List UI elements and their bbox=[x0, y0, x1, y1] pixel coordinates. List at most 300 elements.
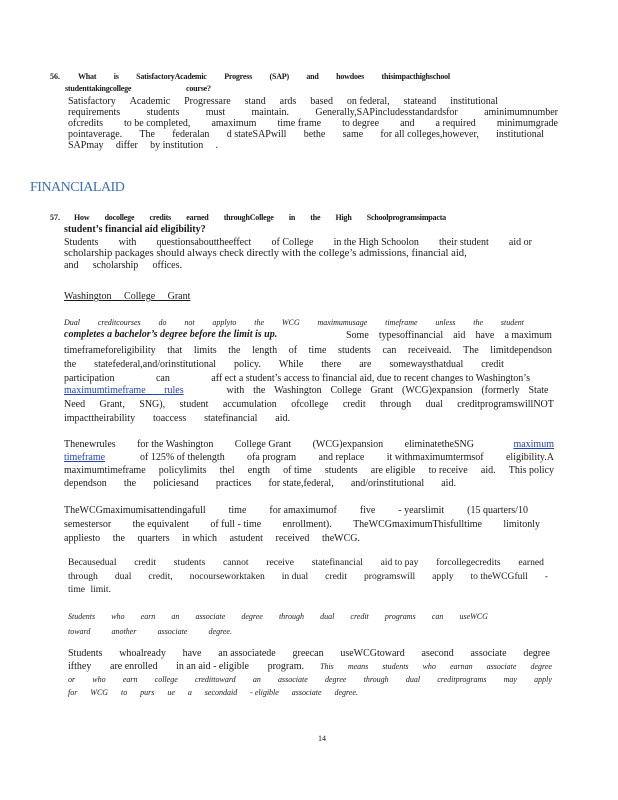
text-word: an associatede bbox=[218, 648, 276, 659]
text-word: or bbox=[68, 675, 76, 684]
p6-line1 bbox=[68, 648, 550, 659]
text-word: aminimumnumber bbox=[484, 107, 558, 118]
text-word: associate bbox=[157, 627, 188, 636]
text-word: pointaverage. bbox=[68, 129, 123, 140]
text-word: the bbox=[253, 385, 266, 396]
text-word: (15 quarters/10 bbox=[467, 505, 528, 516]
text-word: with bbox=[226, 385, 245, 396]
text-word: aid or bbox=[508, 237, 532, 248]
text-word: who bbox=[422, 662, 436, 671]
text-word: based bbox=[310, 96, 333, 107]
text-word: college bbox=[154, 675, 178, 684]
text-word: ofcredits bbox=[68, 118, 103, 129]
text-word: limitdependson bbox=[490, 345, 552, 356]
text-word: toaccess bbox=[152, 413, 187, 424]
text-word: can bbox=[431, 612, 444, 621]
text-word: SAPmay bbox=[68, 140, 104, 151]
p6 bbox=[68, 648, 552, 698]
page-number: 14 bbox=[318, 734, 326, 743]
text-word: (formerly bbox=[481, 385, 520, 396]
text-word: dual bbox=[320, 612, 335, 621]
text-word: ength bbox=[247, 465, 271, 476]
text-word: unless bbox=[435, 318, 456, 327]
text-word: the bbox=[310, 213, 321, 222]
text-word: thisimpacthighschool bbox=[381, 72, 450, 81]
text-word: Grant bbox=[370, 385, 394, 396]
text-word: time bbox=[308, 345, 327, 356]
text-word: for amaximumof bbox=[269, 505, 337, 516]
q56-question-line2b: course? bbox=[186, 84, 211, 93]
text-word: to receive bbox=[428, 465, 468, 476]
text-word: policy. bbox=[234, 359, 261, 370]
text-word: creditprograms bbox=[437, 675, 487, 684]
text-word: of 125% of thelength bbox=[140, 452, 225, 463]
text-word: earn bbox=[140, 612, 156, 621]
text-word: Students bbox=[68, 648, 103, 659]
text-word: programs bbox=[384, 612, 416, 621]
text-word: Becausedual bbox=[68, 557, 117, 568]
text-word: College bbox=[330, 385, 362, 396]
text-word: ofcollege bbox=[291, 399, 329, 410]
text-word: (SAP) bbox=[269, 72, 289, 81]
text-word: another bbox=[111, 627, 137, 636]
text-word: howdoes bbox=[336, 72, 365, 81]
text-word: whoalready bbox=[119, 648, 166, 659]
text-word: the bbox=[112, 533, 125, 544]
text-word: toward bbox=[68, 627, 91, 636]
text-word: astudent bbox=[229, 533, 263, 544]
text-word: maintain. bbox=[251, 107, 290, 118]
text-word: Students bbox=[64, 237, 99, 248]
q56-answer-line bbox=[68, 129, 544, 140]
text-word: same bbox=[342, 129, 364, 140]
text-word: through bbox=[278, 612, 304, 621]
text-word: in the High Schoolon bbox=[333, 237, 419, 248]
text-word: This policy bbox=[508, 465, 554, 476]
text-word: WCG bbox=[90, 688, 109, 697]
text-word: eliminatetheSNG bbox=[404, 439, 474, 450]
text-word: limits bbox=[193, 345, 217, 356]
text-word: can bbox=[155, 373, 170, 384]
text-word: are eligible bbox=[370, 465, 416, 476]
text-word: cannot bbox=[222, 557, 249, 568]
text-word: students bbox=[382, 662, 409, 671]
q57-question-line1 bbox=[74, 213, 446, 222]
text-word: it withmaximumtermsof bbox=[386, 452, 484, 463]
text-word: State bbox=[528, 385, 549, 396]
text-word: that bbox=[167, 345, 183, 356]
text-word: Satisfactory bbox=[68, 96, 116, 107]
text-word: How bbox=[74, 213, 90, 222]
text-word: apply bbox=[432, 570, 454, 582]
text-word: scholarship bbox=[92, 260, 139, 271]
text-word: credits bbox=[149, 213, 172, 222]
text-word: credit bbox=[350, 612, 369, 621]
text-word: student bbox=[179, 399, 209, 410]
text-word: aid. bbox=[480, 465, 496, 476]
text-word: amaximum bbox=[211, 118, 257, 129]
text-word: impacttheirability bbox=[64, 413, 136, 424]
text-word: d stateSAPwill bbox=[226, 129, 287, 140]
text-word: the bbox=[64, 359, 77, 370]
text-word: creditprogramswillNOT bbox=[457, 399, 554, 410]
text-word: differ bbox=[115, 140, 138, 151]
text-word: aid bbox=[453, 330, 466, 341]
text-word: The bbox=[463, 345, 479, 356]
text-word: have bbox=[475, 330, 495, 341]
text-word: time bbox=[228, 505, 247, 516]
text-word: degree. bbox=[334, 688, 358, 697]
text-word: time frame bbox=[277, 118, 322, 129]
text-word: statefinancial bbox=[204, 413, 258, 424]
q57-answer-line-2: scholarship packages should always check directly with the college’s admissions, financial aid, bbox=[64, 248, 467, 259]
text-word: - eligible bbox=[250, 688, 279, 697]
text-word: can bbox=[382, 345, 397, 356]
q57-answer-line bbox=[64, 237, 532, 248]
p3-line1 bbox=[64, 505, 528, 516]
text-word: credit bbox=[134, 557, 157, 568]
text-word: offices. bbox=[152, 260, 182, 271]
text-word: are bbox=[359, 359, 372, 370]
text-word: credit bbox=[325, 570, 347, 582]
text-word: Thenewrules bbox=[64, 439, 116, 450]
text-word: quarters bbox=[137, 533, 170, 544]
text-word: applyto bbox=[212, 318, 237, 327]
text-word: credittoward bbox=[194, 675, 236, 684]
text-word: limitonly bbox=[503, 519, 540, 530]
text-word: by institution bbox=[150, 140, 204, 151]
text-word: an bbox=[252, 675, 261, 684]
text-word: the bbox=[473, 318, 484, 327]
text-word: aid. bbox=[441, 478, 456, 489]
text-word: students bbox=[146, 107, 180, 118]
text-word: of College bbox=[271, 237, 314, 248]
text-word: Progressare bbox=[184, 96, 231, 107]
timeframe-link[interactable]: timeframe bbox=[64, 452, 106, 463]
text-word: aff ect a student’s access to financial aid, due to recent changes to Washington’s bbox=[211, 373, 530, 384]
text-word: programswill bbox=[364, 570, 416, 582]
maximum-link[interactable]: maximum bbox=[513, 439, 554, 450]
text-word: What bbox=[78, 72, 97, 81]
text-word: somewaysthatdual bbox=[389, 359, 464, 370]
text-word: Progress bbox=[224, 72, 253, 81]
text-word: associate bbox=[486, 662, 517, 671]
text-word: the equivalent bbox=[132, 519, 189, 530]
text-word: students bbox=[173, 557, 206, 568]
text-word: degree. bbox=[208, 627, 232, 636]
text-word: timeframeforeligibility bbox=[64, 345, 156, 356]
text-word: earned bbox=[186, 213, 209, 222]
text-word: to bbox=[121, 688, 128, 697]
text-word: theWCG. bbox=[321, 533, 360, 544]
text-word: maximumtimeframe bbox=[64, 465, 146, 476]
text-word: policylimits bbox=[158, 465, 207, 476]
text-word: aid. bbox=[275, 413, 290, 424]
text-word: a required bbox=[435, 118, 476, 129]
text-word: a bbox=[187, 688, 192, 697]
text-word: credit bbox=[342, 399, 366, 410]
text-word: credit bbox=[481, 359, 504, 370]
text-word: may bbox=[503, 675, 517, 684]
p1-line bbox=[64, 359, 504, 370]
text-word: ifthey bbox=[68, 661, 92, 672]
text-word: greecan bbox=[292, 648, 324, 659]
text-word: TheWCGmaximumisattendingafull bbox=[64, 505, 206, 516]
q56-question-line2: studenttakingcollege bbox=[65, 84, 132, 93]
text-word: through bbox=[363, 675, 389, 684]
q57-number: 57. bbox=[50, 213, 60, 222]
text-word: the bbox=[228, 345, 241, 356]
q57-question-line2: student’s financial aid eligibility? bbox=[64, 224, 206, 235]
text-word: useWCGtoward bbox=[340, 648, 405, 659]
text-word: who bbox=[111, 612, 125, 621]
p5-line1 bbox=[68, 612, 488, 622]
text-word: institutional bbox=[450, 96, 498, 107]
text-word: dependson bbox=[64, 478, 107, 489]
text-word: docollege bbox=[104, 213, 135, 222]
text-word: - bbox=[544, 570, 548, 582]
text-word: on federal, bbox=[346, 96, 390, 107]
p1-line bbox=[64, 399, 554, 410]
text-word: Dual bbox=[64, 318, 80, 327]
text-word: for bbox=[68, 688, 78, 697]
text-word: federalan bbox=[172, 129, 210, 140]
text-word: . bbox=[215, 140, 218, 151]
text-word: of bbox=[288, 345, 298, 356]
text-word: useWCG bbox=[459, 612, 488, 621]
p1-last-line bbox=[64, 413, 290, 424]
wcg-heading: Washington College Grant bbox=[64, 291, 191, 302]
text-word: receive bbox=[266, 557, 294, 568]
q56-answer-line bbox=[68, 96, 498, 107]
text-word: Washington bbox=[274, 385, 322, 396]
text-word: in which bbox=[182, 533, 217, 544]
text-word: in bbox=[288, 213, 296, 222]
text-word: institutional bbox=[496, 129, 544, 140]
text-word: the bbox=[254, 318, 265, 327]
text-word: the bbox=[123, 478, 137, 489]
text-word: - yearslimit bbox=[398, 505, 445, 516]
text-word: ards bbox=[279, 96, 297, 107]
text-word: degree bbox=[530, 662, 552, 671]
text-word: stand bbox=[244, 96, 266, 107]
text-word: College Grant bbox=[234, 439, 292, 450]
p1-line bbox=[64, 373, 530, 384]
text-word: is bbox=[113, 72, 119, 81]
text-word: questionsabouttheeffect bbox=[156, 237, 252, 248]
p1-body bbox=[64, 345, 554, 384]
p4-line3: time limit. bbox=[68, 584, 111, 595]
text-word: aid to pay bbox=[380, 557, 419, 568]
text-word: throughCollege bbox=[223, 213, 274, 222]
text-word: typesoffinancial bbox=[378, 330, 444, 341]
text-word: Need bbox=[64, 399, 86, 410]
p1-line bbox=[64, 345, 552, 356]
text-word: minimumgrade bbox=[496, 118, 558, 129]
text-word: do bbox=[158, 318, 167, 327]
text-word: there bbox=[321, 359, 342, 370]
text-word: participation bbox=[64, 373, 115, 384]
text-word: earned bbox=[518, 557, 544, 568]
text-word: to theWCGfull bbox=[470, 570, 528, 582]
q56-answer-line bbox=[68, 107, 558, 118]
p1-link-row bbox=[64, 385, 554, 396]
text-word: accumulation bbox=[222, 399, 277, 410]
text-word: degree bbox=[523, 648, 550, 659]
p4-line2 bbox=[68, 571, 548, 583]
p5-line2 bbox=[68, 627, 232, 637]
text-word: credit, bbox=[148, 570, 173, 582]
text-word: have bbox=[182, 648, 202, 659]
p1-bold-italic: completes a bachelor’s degree before the limit is up. bbox=[64, 329, 278, 340]
text-word: statefinancial bbox=[311, 557, 363, 568]
text-word: WCG bbox=[281, 318, 300, 327]
text-word: High bbox=[335, 213, 352, 222]
text-word: received bbox=[275, 533, 310, 544]
p6-line2b bbox=[320, 662, 552, 672]
text-word: and bbox=[64, 260, 79, 271]
p3-line3 bbox=[64, 533, 360, 544]
text-word: timeframe bbox=[385, 318, 418, 327]
text-word: dual bbox=[425, 399, 443, 410]
text-word: associate bbox=[195, 612, 226, 621]
p2-line2 bbox=[140, 452, 554, 463]
text-word: through bbox=[68, 570, 98, 582]
p2-line1 bbox=[64, 439, 474, 450]
text-word: for all colleges,however, bbox=[380, 129, 479, 140]
text-word: SatisfactoryAcademic bbox=[136, 72, 207, 81]
text-word: Academic bbox=[129, 96, 171, 107]
q56-answer-line bbox=[68, 118, 558, 129]
text-word: ue bbox=[167, 688, 175, 697]
text-word: nocourseworktaken bbox=[189, 570, 265, 582]
p3 bbox=[64, 505, 544, 544]
text-word: stateand bbox=[403, 96, 437, 107]
text-word: enrollment). bbox=[282, 519, 332, 530]
text-word: length bbox=[252, 345, 278, 356]
text-word: must bbox=[205, 107, 226, 118]
text-word: The bbox=[139, 129, 155, 140]
p2-line4 bbox=[64, 478, 456, 489]
text-word: appliesto bbox=[64, 533, 101, 544]
text-word: thel bbox=[219, 465, 235, 476]
text-word: maximumusage bbox=[317, 318, 368, 327]
text-word: associate bbox=[470, 648, 507, 659]
text-word: and/orinstitutional bbox=[350, 478, 425, 489]
text-word: their student bbox=[439, 237, 489, 248]
text-word: dual bbox=[405, 675, 421, 684]
text-word: practices bbox=[215, 478, 252, 489]
text-word: in an aid - eligible bbox=[176, 661, 249, 672]
text-word: for state,federal, bbox=[268, 478, 334, 489]
text-word: ofa program bbox=[247, 452, 297, 463]
text-word: Some bbox=[346, 330, 369, 341]
q56-answer bbox=[68, 96, 558, 151]
text-word: program. bbox=[267, 661, 304, 672]
p1-italic-line bbox=[64, 318, 524, 328]
text-word: in dual bbox=[281, 570, 309, 582]
text-word: (WCG)expansion bbox=[401, 385, 473, 396]
text-word: asecond bbox=[421, 648, 454, 659]
text-word: Schoolprogramsimpacta bbox=[366, 213, 446, 222]
text-word: an bbox=[171, 612, 180, 621]
text-word: policiesand bbox=[153, 478, 199, 489]
text-word: (WCG)expansion bbox=[312, 439, 384, 450]
text-word: earnan bbox=[449, 662, 473, 671]
text-word: degree bbox=[324, 675, 347, 684]
text-word: forcollegecredits bbox=[436, 557, 501, 568]
text-word: means bbox=[347, 662, 369, 671]
text-word: are enrolled bbox=[110, 661, 158, 672]
text-word: degree bbox=[241, 612, 263, 621]
text-word: associate bbox=[278, 675, 308, 684]
q56-answer-line bbox=[68, 140, 218, 151]
text-word: students bbox=[324, 465, 358, 476]
text-word: associate bbox=[291, 688, 322, 697]
q56-question-line1 bbox=[78, 72, 450, 81]
maximum-timeframe-rules-link[interactable]: maximumtimeframe rules bbox=[64, 385, 184, 396]
text-word: requirements bbox=[68, 107, 121, 118]
p6-line2a bbox=[68, 661, 304, 672]
section-heading: FINANCIALAID bbox=[30, 180, 125, 195]
text-word: secondaid bbox=[204, 688, 238, 697]
text-word: eligibility.A bbox=[505, 452, 554, 463]
text-word: TheWCGmaximumThisfulltime bbox=[353, 519, 482, 530]
text-word: SNG), bbox=[139, 399, 166, 410]
text-word: creditcourses bbox=[97, 318, 141, 327]
text-word: a maximum bbox=[504, 330, 552, 341]
text-word: with bbox=[118, 237, 137, 248]
p3-line2 bbox=[64, 519, 540, 530]
p1-line2-tail bbox=[346, 330, 552, 341]
p1-line-after-link bbox=[227, 385, 549, 396]
p6-line4 bbox=[68, 688, 358, 698]
p2 bbox=[64, 439, 554, 489]
text-word: semestersor bbox=[64, 519, 112, 530]
text-word: to degree bbox=[342, 118, 380, 129]
p2-line3 bbox=[64, 465, 554, 476]
text-word: of full - time bbox=[210, 519, 262, 530]
p4-line1 bbox=[68, 557, 544, 569]
text-word: Students bbox=[68, 612, 96, 621]
text-word: and bbox=[400, 118, 415, 129]
text-word: five bbox=[359, 505, 376, 516]
text-word: Generally,SAPincludesstandardsfor bbox=[315, 107, 458, 118]
text-word: and bbox=[306, 72, 319, 81]
text-word: statefederal,and/orinstitutional bbox=[94, 359, 217, 370]
text-word: Grant, bbox=[99, 399, 125, 410]
p5 bbox=[68, 612, 488, 637]
text-word: through bbox=[380, 399, 412, 410]
text-word: dual bbox=[114, 570, 132, 582]
q57-answer-line bbox=[64, 260, 182, 271]
p4 bbox=[68, 557, 548, 596]
text-word: and replace bbox=[318, 452, 365, 463]
q56-number: 56. bbox=[50, 72, 60, 81]
text-word: for the Washington bbox=[137, 439, 214, 450]
text-word: bethe bbox=[303, 129, 326, 140]
text-word: receiveaid. bbox=[407, 345, 452, 356]
text-word: who bbox=[92, 675, 106, 684]
text-word: earn bbox=[122, 675, 138, 684]
text-word: apply bbox=[534, 675, 552, 684]
text-word: student bbox=[500, 318, 524, 327]
text-word: students bbox=[338, 345, 371, 356]
text-word: not bbox=[184, 318, 195, 327]
text-word: to be completed, bbox=[124, 118, 191, 129]
text-word: purs bbox=[140, 688, 155, 697]
text-word: of time bbox=[283, 465, 312, 476]
